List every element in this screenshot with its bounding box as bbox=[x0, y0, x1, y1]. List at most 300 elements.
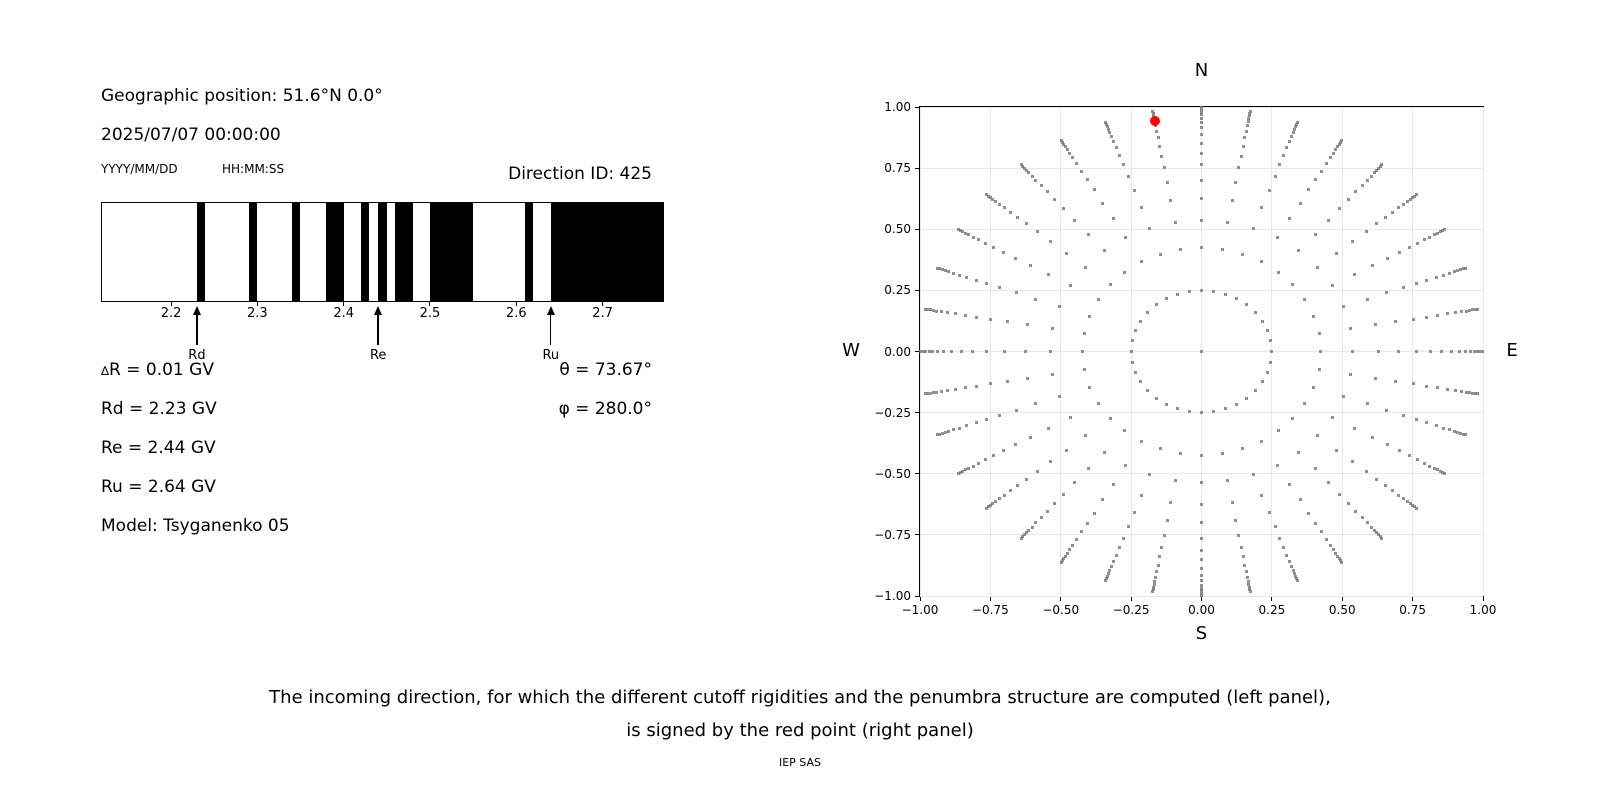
direction-x-tick bbox=[990, 597, 991, 601]
direction-grid-dot bbox=[1266, 329, 1269, 332]
direction-grid-dot bbox=[1307, 512, 1310, 515]
direction-grid-dot bbox=[1440, 350, 1443, 353]
penumbra-band bbox=[249, 203, 258, 301]
direction-grid-dot bbox=[1115, 146, 1118, 149]
direction-grid-dot bbox=[1003, 206, 1006, 209]
direction-grid-dot bbox=[1347, 198, 1350, 201]
direction-grid-dot bbox=[1115, 554, 1118, 557]
direction-grid-dot bbox=[1334, 148, 1337, 151]
direction-grid-dot bbox=[1394, 380, 1397, 383]
direction-grid-dot bbox=[1319, 350, 1322, 353]
direction-grid-dot bbox=[1374, 323, 1377, 326]
direction-grid-dot bbox=[1112, 560, 1115, 563]
direction-grid-dot bbox=[1254, 389, 1257, 392]
direction-grid-dot bbox=[985, 507, 988, 510]
direction-grid-dot bbox=[1361, 184, 1364, 187]
direction-grid-dot bbox=[1118, 154, 1121, 157]
delta-symbol: ∆ bbox=[101, 364, 110, 378]
direction-grid-dot bbox=[1140, 260, 1143, 263]
direction-grid-dot bbox=[1097, 402, 1100, 405]
direction-x-tick bbox=[1412, 597, 1413, 601]
direction-grid-dot bbox=[1200, 106, 1203, 109]
direction-grid-dot bbox=[935, 310, 938, 313]
direction-grid-dot bbox=[1397, 494, 1400, 497]
direction-y-tick-label: −0.50 bbox=[874, 466, 911, 481]
direction-grid-dot bbox=[992, 246, 995, 249]
direction-grid-dot bbox=[1442, 427, 1445, 430]
direction-grid-dot bbox=[1009, 489, 1012, 492]
direction-grid-dot bbox=[977, 238, 980, 241]
direction-grid-dot bbox=[1015, 409, 1018, 412]
direction-grid-dot bbox=[1235, 403, 1238, 406]
direction-grid-dot bbox=[1026, 377, 1029, 380]
direction-grid-dot bbox=[998, 203, 1001, 206]
direction-grid-dot bbox=[1243, 136, 1246, 139]
direction-grid-dot bbox=[1446, 388, 1449, 391]
direction-x-tick-label: 0.75 bbox=[1399, 603, 1426, 617]
direction-grid-dot bbox=[1385, 291, 1388, 294]
direction-grid-dot bbox=[1065, 449, 1068, 452]
direction-grid-dot bbox=[1415, 282, 1418, 285]
direction-grid-dot bbox=[1270, 350, 1273, 353]
direction-grid-dot bbox=[1155, 130, 1158, 133]
direction-grid-dot bbox=[1347, 502, 1350, 505]
penumbra-x-tick-label: 2.3 bbox=[247, 306, 268, 321]
direction-grid-dot bbox=[1349, 373, 1352, 376]
direction-grid-dot bbox=[1260, 440, 1263, 443]
direction-x-tick-label: 0.00 bbox=[1188, 603, 1215, 617]
direction-x-tick-label: −0.25 bbox=[1112, 603, 1150, 617]
direction-grid-dot bbox=[1380, 537, 1383, 540]
grid-line-horizontal bbox=[920, 534, 1483, 535]
direction-grid-dot bbox=[1200, 454, 1203, 457]
direction-grid-dot bbox=[1025, 478, 1028, 481]
direction-grid-dot bbox=[1112, 217, 1115, 220]
direction-grid-dot bbox=[1443, 472, 1446, 475]
direction-grid-dot bbox=[1160, 155, 1163, 158]
direction-y-tick bbox=[915, 596, 919, 597]
direction-y-tick bbox=[915, 107, 919, 108]
direction-grid-dot bbox=[1093, 188, 1096, 191]
direction-grid-dot bbox=[1101, 202, 1104, 205]
direction-grid-dot bbox=[1351, 350, 1354, 353]
direction-grid-dot bbox=[1423, 238, 1426, 241]
direction-x-tick bbox=[1060, 597, 1061, 601]
direction-grid-dot bbox=[1071, 156, 1074, 159]
direction-grid-dot bbox=[1366, 521, 1369, 524]
direction-grid-dot bbox=[1176, 407, 1179, 410]
direction-grid-dot bbox=[1249, 110, 1252, 113]
direction-grid-dot bbox=[1200, 121, 1203, 124]
direction-y-tick bbox=[915, 351, 919, 352]
penumbra-x-tick-label: 2.7 bbox=[592, 306, 613, 321]
direction-grid-dot bbox=[1288, 560, 1291, 563]
direction-grid-dot bbox=[1026, 323, 1029, 326]
direction-grid-dot bbox=[1118, 546, 1121, 549]
direction-grid-dot bbox=[1140, 494, 1143, 497]
direction-grid-dot bbox=[1464, 433, 1467, 436]
direction-grid-dot bbox=[1268, 511, 1271, 514]
direction-grid-dot bbox=[1425, 385, 1428, 388]
direction-grid-dot bbox=[1458, 350, 1461, 353]
direction-grid-dot bbox=[1296, 121, 1299, 124]
direction-grid-dot bbox=[971, 350, 974, 353]
direction-x-tick-label: 1.00 bbox=[1469, 603, 1497, 617]
direction-grid-dot bbox=[1247, 120, 1250, 123]
direction-grid-dot bbox=[1415, 418, 1418, 421]
direction-grid-dot bbox=[1448, 272, 1451, 275]
direction-grid-dot bbox=[1260, 260, 1263, 263]
direction-grid-dot bbox=[1066, 148, 1069, 151]
direction-grid-dot bbox=[1031, 175, 1034, 178]
direction-grid-dot bbox=[957, 472, 960, 475]
direction-grid-dot bbox=[1342, 305, 1345, 308]
direction-grid-dot bbox=[1058, 305, 1061, 308]
direction-grid-dot bbox=[946, 311, 949, 314]
direction-grid-dot bbox=[1122, 163, 1125, 166]
direction-x-tick-label: 0.50 bbox=[1328, 603, 1356, 617]
direction-grid-dot bbox=[1124, 236, 1127, 239]
direction-grid-dot bbox=[1127, 175, 1130, 178]
direction-grid-dot bbox=[1450, 350, 1453, 353]
geo-position-text: Geographic position: 51.6°N 0.0° bbox=[101, 86, 383, 106]
direction-grid-dot bbox=[1415, 193, 1418, 196]
direction-grid-dot bbox=[1123, 271, 1126, 274]
direction-grid-dot bbox=[1068, 152, 1071, 155]
direction-grid-dot bbox=[1386, 257, 1389, 260]
direction-grid-dot bbox=[1086, 178, 1089, 181]
penumbra-x-tick-label: 2.2 bbox=[160, 306, 182, 321]
direction-x-tick bbox=[1201, 597, 1202, 601]
direction-grid-dot bbox=[1371, 264, 1374, 267]
direction-grid-dot bbox=[1268, 189, 1271, 192]
direction-grid-dot bbox=[1109, 417, 1112, 420]
direction-grid-dot bbox=[1240, 546, 1243, 549]
direction-grid-dot bbox=[1231, 199, 1234, 202]
direction-grid-dot bbox=[1051, 327, 1054, 330]
direction-grid-dot bbox=[1316, 266, 1319, 269]
direction-y-tick bbox=[915, 534, 919, 535]
direction-grid-dot bbox=[992, 454, 995, 457]
direction-grid-dot bbox=[1200, 246, 1203, 249]
direction-grid-dot bbox=[1277, 271, 1280, 274]
direction-grid-dot bbox=[919, 350, 922, 353]
direction-grid-dot bbox=[1188, 410, 1191, 413]
direction-grid-dot bbox=[1299, 498, 1302, 501]
direction-grid-dot bbox=[1354, 510, 1357, 513]
direction-grid-dot bbox=[1338, 207, 1341, 210]
direction-grid-dot bbox=[1034, 179, 1037, 182]
direction-grid-dot bbox=[1314, 522, 1317, 525]
grid-line-horizontal bbox=[920, 168, 1483, 169]
grid-line-horizontal bbox=[920, 473, 1483, 474]
direction-grid-dot bbox=[975, 385, 978, 388]
direction-grid-dot bbox=[958, 274, 961, 277]
direction-grid-dot bbox=[1134, 329, 1137, 332]
direction-x-tick-label: −0.50 bbox=[1042, 603, 1080, 617]
direction-grid-dot bbox=[1080, 530, 1083, 533]
direction-grid-dot bbox=[1366, 179, 1369, 182]
direction-grid-dot bbox=[1068, 548, 1071, 551]
direction-grid-dot bbox=[1454, 311, 1457, 314]
direction-grid-dot bbox=[932, 391, 935, 394]
direction-grid-dot bbox=[932, 309, 935, 312]
direction-grid-dot bbox=[1296, 579, 1299, 582]
direction-grid-dot bbox=[1097, 298, 1100, 301]
direction-grid-dot bbox=[1014, 443, 1017, 446]
direction-x-tick bbox=[1131, 597, 1132, 601]
direction-grid-dot bbox=[984, 458, 987, 461]
direction-grid-dot bbox=[1331, 416, 1334, 419]
direction-grid-dot bbox=[1131, 339, 1134, 342]
penumbra-band bbox=[525, 203, 534, 301]
direction-grid-dot bbox=[1200, 411, 1203, 414]
direction-grid-dot bbox=[1200, 521, 1203, 524]
direction-grid-dot bbox=[1158, 555, 1161, 558]
direction-grid-dot bbox=[1303, 298, 1306, 301]
direction-grid-dot bbox=[1436, 386, 1439, 389]
direction-grid-dot bbox=[1314, 178, 1317, 181]
direction-grid-dot bbox=[1036, 470, 1039, 473]
penumbra-x-tick-label: 2.5 bbox=[419, 306, 441, 321]
direction-grid-dot bbox=[1226, 479, 1229, 482]
direction-grid-dot bbox=[1234, 519, 1237, 522]
direction-grid-dot bbox=[1391, 489, 1394, 492]
direction-grid-dot bbox=[1049, 350, 1052, 353]
compass-south-label: S bbox=[1195, 623, 1208, 644]
direction-grid-dot bbox=[1278, 163, 1281, 166]
direction-grid-dot bbox=[1423, 462, 1426, 465]
direction-grid-dot bbox=[1460, 390, 1463, 393]
time-format-label: HH:MM:SS bbox=[222, 162, 285, 176]
direction-grid-dot bbox=[989, 318, 992, 321]
direction-grid-dot bbox=[1397, 350, 1400, 353]
direction-grid-dot bbox=[1402, 203, 1405, 206]
direction-grid-dot bbox=[1335, 449, 1338, 452]
direction-grid-dot bbox=[1425, 279, 1428, 282]
direction-grid-dot bbox=[1329, 156, 1332, 159]
direction-grid-dot bbox=[1365, 230, 1368, 233]
direction-grid-dot bbox=[1151, 110, 1154, 113]
direction-grid-dot bbox=[1083, 332, 1086, 335]
compass-west-label: W bbox=[842, 340, 860, 361]
direction-grid-dot bbox=[1160, 546, 1163, 549]
direction-grid-dot bbox=[1093, 512, 1096, 515]
direction-grid-dot bbox=[1291, 283, 1294, 286]
direction-grid-dot bbox=[1290, 565, 1293, 568]
direction-grid-dot bbox=[998, 286, 1001, 289]
direction-grid-dot bbox=[1124, 464, 1127, 467]
direction-grid-dot bbox=[944, 269, 947, 272]
direction-grid-dot bbox=[1133, 511, 1136, 514]
direction-grid-dot bbox=[1154, 576, 1157, 579]
direction-grid-dot bbox=[1146, 389, 1149, 392]
direction-x-tick bbox=[1483, 597, 1484, 601]
direction-grid-dot bbox=[1200, 142, 1203, 145]
direction-grid-dot bbox=[1428, 236, 1431, 239]
direction-grid-dot bbox=[1340, 139, 1343, 142]
direction-grid-dot bbox=[1200, 481, 1203, 484]
direction-grid-dot bbox=[1299, 202, 1302, 205]
direction-grid-dot bbox=[984, 242, 987, 245]
caption-line-2: is signed by the red point (right panel) bbox=[626, 720, 974, 741]
direction-grid-dot bbox=[1083, 368, 1086, 371]
direction-grid-dot bbox=[1274, 175, 1277, 178]
direction-grid-dot bbox=[1340, 561, 1343, 564]
direction-grid-dot bbox=[972, 236, 975, 239]
direction-grid-dot bbox=[1139, 380, 1142, 383]
direction-grid-dot bbox=[952, 428, 955, 431]
rigidity-marker-label: Re bbox=[369, 348, 387, 363]
direction-grid-dot bbox=[1465, 310, 1468, 313]
direction-grid-dot bbox=[1261, 380, 1264, 383]
direction-grid-dot bbox=[1179, 248, 1182, 251]
direction-grid-dot bbox=[1436, 314, 1439, 317]
direction-grid-dot bbox=[1245, 570, 1248, 573]
direction-grid-dot bbox=[1285, 146, 1288, 149]
direction-grid-dot bbox=[1425, 421, 1428, 424]
direction-y-tick bbox=[915, 412, 919, 413]
direction-grid-dot bbox=[1002, 251, 1005, 254]
direction-grid-dot bbox=[1290, 135, 1293, 138]
direction-grid-dot bbox=[1084, 266, 1087, 269]
direction-grid-dot bbox=[1252, 227, 1255, 230]
direction-grid-dot bbox=[1062, 493, 1065, 496]
direction-grid-dot bbox=[985, 193, 988, 196]
direction-grid-dot bbox=[958, 427, 961, 430]
direction-grid-dot bbox=[1169, 199, 1172, 202]
direction-grid-dot bbox=[967, 233, 970, 236]
direction-grid-dot bbox=[1366, 402, 1369, 405]
direction-grid-dot bbox=[1069, 284, 1072, 287]
direction-grid-dot bbox=[1103, 249, 1106, 252]
direction-grid-dot bbox=[1353, 273, 1356, 276]
direction-grid-dot bbox=[1374, 377, 1377, 380]
direction-grid-dot bbox=[1176, 293, 1179, 296]
direction-grid-dot bbox=[1020, 537, 1023, 540]
direction-grid-dot bbox=[1269, 339, 1272, 342]
direction-grid-dot bbox=[946, 389, 949, 392]
direction-grid-dot bbox=[941, 432, 944, 435]
direction-grid-dot bbox=[1402, 414, 1405, 417]
direction-grid-dot bbox=[1016, 484, 1019, 487]
direction-grid-dot bbox=[1276, 236, 1279, 239]
compass-north-label: N bbox=[1194, 60, 1209, 81]
direction-grid-dot bbox=[1365, 470, 1368, 473]
direction-grid-dot bbox=[1065, 252, 1068, 255]
direction-grid-dot bbox=[1200, 197, 1203, 200]
rigidity-marker-label: Rd bbox=[188, 348, 206, 363]
direction-grid-dot bbox=[985, 350, 988, 353]
direction-grid-dot bbox=[1428, 465, 1431, 468]
direction-grid-dot bbox=[1476, 308, 1479, 311]
direction-grid-dot bbox=[1159, 447, 1162, 450]
direction-grid-dot bbox=[1312, 386, 1315, 389]
direction-y-tick bbox=[915, 473, 919, 474]
direction-grid-dot bbox=[1342, 395, 1345, 398]
direction-grid-dot bbox=[1351, 240, 1354, 243]
direction-grid-dot bbox=[929, 308, 932, 311]
direction-grid-dot bbox=[954, 312, 957, 315]
direction-grid-dot bbox=[1274, 525, 1277, 528]
direction-grid-dot bbox=[1412, 382, 1415, 385]
direction-grid-dot bbox=[1146, 311, 1149, 314]
direction-grid-dot bbox=[1058, 395, 1061, 398]
direction-grid-dot bbox=[1069, 416, 1072, 419]
direction-grid-dot bbox=[1443, 228, 1446, 231]
direction-grid-dot bbox=[1375, 222, 1378, 225]
direction-grid-dot bbox=[1278, 537, 1281, 540]
direction-grid-dot bbox=[1224, 293, 1227, 296]
direction-grid-dot bbox=[1402, 497, 1405, 500]
direction-grid-dot bbox=[1464, 267, 1467, 270]
direction-grid-dot bbox=[1110, 135, 1113, 138]
direction-y-tick-label: −1.00 bbox=[874, 589, 911, 603]
direction-grid-dot bbox=[1435, 424, 1438, 427]
direction-grid-dot bbox=[1075, 162, 1078, 165]
direction-grid-dot bbox=[1249, 590, 1252, 593]
direction-grid-dot bbox=[931, 350, 934, 353]
direction-grid-dot bbox=[1331, 284, 1334, 287]
direction-grid-dot bbox=[1188, 290, 1191, 293]
direction-y-tick-label: −0.75 bbox=[874, 527, 911, 542]
direction-grid-dot bbox=[1200, 567, 1203, 570]
direction-grid-dot bbox=[1016, 216, 1019, 219]
direction-grid-dot bbox=[1165, 403, 1168, 406]
rigidity-marker-arrow bbox=[196, 314, 197, 345]
penumbra-x-tick-label: 2.4 bbox=[333, 306, 354, 321]
direction-grid-dot bbox=[1415, 350, 1418, 353]
direction-grid-dot bbox=[1200, 503, 1203, 506]
direction-grid-dot bbox=[1200, 549, 1203, 552]
direction-grid-dot bbox=[1312, 315, 1315, 318]
direction-grid-dot bbox=[1332, 152, 1335, 155]
direction-grid-dot bbox=[1291, 417, 1294, 420]
direction-grid-dot bbox=[1320, 170, 1323, 173]
direction-grid-dot bbox=[952, 272, 955, 275]
direction-grid-dot bbox=[1200, 179, 1203, 182]
direction-grid-dot bbox=[1200, 163, 1203, 166]
direction-grid-dot bbox=[1088, 386, 1091, 389]
direction-grid-dot bbox=[1318, 368, 1321, 371]
direction-grid-dot bbox=[957, 228, 960, 231]
direction-grid-dot bbox=[1235, 297, 1238, 300]
direction-grid-dot bbox=[947, 430, 950, 433]
direction-grid-dot bbox=[1241, 253, 1244, 256]
direction-grid-dot bbox=[1288, 483, 1291, 486]
direction-grid-dot bbox=[1234, 181, 1237, 184]
direction-grid-dot bbox=[936, 350, 939, 353]
direction-grid-dot bbox=[1088, 315, 1091, 318]
direction-id-title: Direction ID: 425 bbox=[508, 164, 652, 184]
direction-grid-dot bbox=[1282, 546, 1285, 549]
direction-grid-dot bbox=[1081, 350, 1084, 353]
date-format-label: YYYY/MM/DD bbox=[101, 162, 178, 176]
direction-grid-dot bbox=[1260, 494, 1263, 497]
direction-grid-dot bbox=[1416, 242, 1419, 245]
direction-grid-dot bbox=[1384, 216, 1387, 219]
direction-grid-dot bbox=[1297, 451, 1300, 454]
direction-grid-dot bbox=[1174, 479, 1177, 482]
direction-grid-dot bbox=[1084, 434, 1087, 437]
direction-grid-dot bbox=[998, 414, 1001, 417]
rigidity-marker-arrow bbox=[550, 314, 551, 345]
direction-grid-dot bbox=[1071, 544, 1074, 547]
direction-grid-dot bbox=[1338, 493, 1341, 496]
datetime-text: 2025/07/07 00:00:00 bbox=[101, 125, 281, 145]
direction-grid-dot bbox=[1179, 452, 1182, 455]
direction-grid-dot bbox=[1212, 290, 1215, 293]
